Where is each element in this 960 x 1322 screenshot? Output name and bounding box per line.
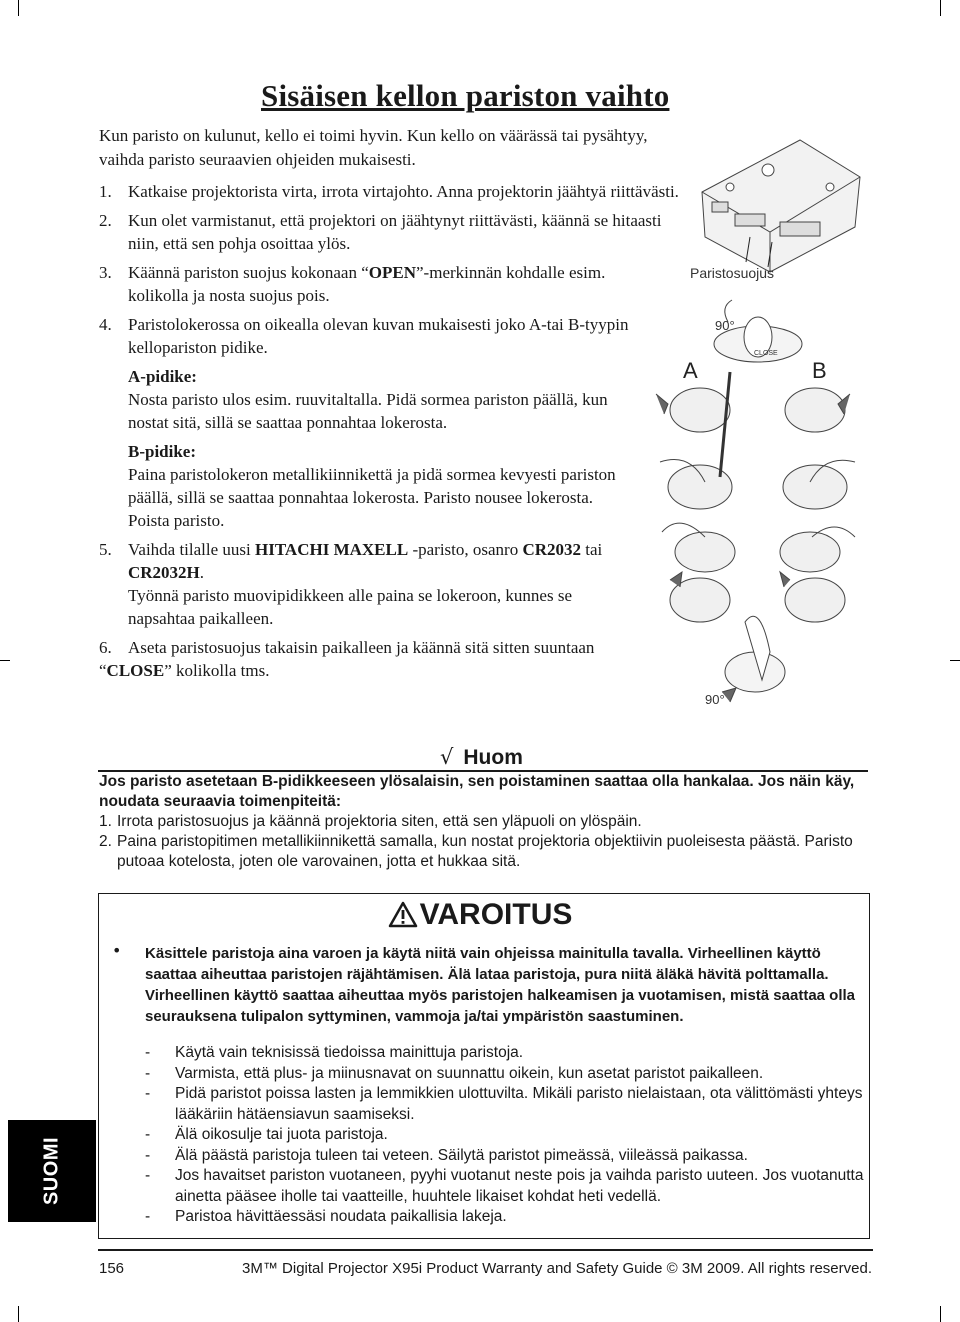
crop-mark (940, 0, 941, 16)
part-number: CR2032 (522, 540, 582, 559)
note-item-number: 2. (99, 833, 112, 850)
dash-marker: - (145, 1208, 151, 1225)
dash-marker: - (145, 1126, 151, 1143)
holder-b-steps (780, 388, 855, 622)
holder-a-heading: A-pidike: (128, 367, 197, 386)
step-5 (99, 538, 638, 630)
warning-item-text: Paristoa hävittäessäsi noudata paikallisia lakeja. (175, 1208, 507, 1225)
step-text: tai (581, 540, 603, 559)
step-text: . (199, 563, 205, 582)
step-number: 6. (99, 638, 112, 657)
open-marker: OPEN (368, 263, 417, 282)
page-title: Sisäisen kellon pariston vaihto (261, 78, 670, 113)
warning-item-text: Käytä vain teknisissä tiedoissa mainittuja paristoja. (175, 1044, 524, 1061)
step-text: Paristolokerossa on oikealla olevan kuvan mukaisesti joko A-tai B-tyypin kellopariston pidike. (128, 315, 629, 357)
warning-triangle-icon (388, 901, 418, 928)
note-item (99, 832, 869, 872)
crop-mark (0, 660, 10, 661)
warning-item-text: Älä päästä paristoja tuleen tai veteen. Säilytä paristot pimeässä, viileässä paikassa. (175, 1146, 748, 1164)
language-tab-label: SUOMI (40, 1136, 63, 1206)
note-title: Huom (463, 746, 523, 769)
check-icon: √ (440, 745, 454, 769)
crop-mark (950, 660, 960, 661)
step-3 (99, 261, 648, 307)
close-marker: CLOSE (106, 661, 165, 680)
warning-item-text: Jos havaitset pariston vuotaneen, pyyhi vuotanut neste pois ja vaihda paristo uuteen. Jos vuotanutta ainetta pääsee iholle tai vaatteille, huuhtele likaiset kohdat heti vedellä. (175, 1167, 864, 1205)
holder-a-text: Nosta paristo ulos esim. ruuvitaltalla. Pidä sormea pariston päällä, kun nostat sitä, sillä se saattaa ponnahtaa lokerosta. (128, 390, 608, 432)
note-item (99, 812, 869, 832)
warning-item-text: Varmista, että plus- ja miinusnavat on suunnattu oikein, kun asetat paristot paikalleen. (175, 1064, 764, 1082)
note-lead: Jos paristo asetetaan B-pidikkeeseen ylösalaisin, sen poistaminen saattaa olla hankalaa. Jos näin käy, noudata seuraavia toimenpiteitä: (99, 773, 855, 810)
battery-replacement-illustration (650, 132, 865, 712)
step-text: Katkaise projektorista virta, irrota virtajohto. Anna projektorin jäähtyä riittävästi. (128, 182, 679, 201)
step-text: Työnnä paristo muovipidikkeen alle paina se lokeroon, kunnes se napsahtaa paikalleen. (128, 586, 573, 628)
close-label: CLOSE (754, 350, 778, 357)
battery-cover-label: Paristosuojus (690, 265, 775, 281)
footer-divider (98, 1249, 873, 1251)
bullet-icon: • (112, 941, 122, 960)
angle-label: 90° (715, 318, 735, 333)
warning-item (145, 1084, 865, 1125)
angle-label: 90° (705, 692, 725, 707)
warning-lead: Käsittele paristoja aina varoen ja käytä niitä vain ohjeissa mainitulla tavalla. Virheellinen käyttö saattaa aiheuttaa paristojen räjähtämisen. Älä lataa paristoja, pura niitä äläkä hävitä polttamalla. Virheellinen käyttö saattaa aiheuttaa myös paristojen halkeamisen ja vuotamisen, mistä saattaa olla seurauksena tulipalon syttyminen, vammoja ja/tai ympäristön saastuminen. (145, 945, 856, 1025)
step-text: Aseta paristosuojus takaisin paikalleen ja käännä sitä sitten suuntaan “ (99, 638, 595, 680)
warning-item (145, 1207, 865, 1228)
holder-b-text: Paina paristolokeron metallikiinnikettä ja pidä sormea kevyesti pariston päällä, sillä se saattaa ponnahtaa lokerosta. Paristo nousee lokerosta. Poista paristo. (128, 465, 616, 530)
note-item-number: 1. (99, 813, 112, 830)
warning-item (145, 1043, 865, 1064)
step-text: Käännä pariston suojus kokonaan “ (128, 263, 369, 282)
step-4 (99, 313, 638, 532)
footer-text: 3M™ Digital Projector X95i Product Warranty and Safety Guide © 3M 2009. All rights reserved. (242, 1260, 872, 1277)
cover-close-drawing (722, 616, 785, 702)
step-number: 2. (99, 211, 112, 230)
step-2 (99, 209, 688, 255)
warning-title-text: VAROITUS (419, 898, 573, 931)
holder-b-label: B (812, 358, 827, 383)
step-number: 5. (99, 540, 112, 559)
warning-item-text: Älä oikosulje tai juota paristoja. (175, 1126, 388, 1143)
crop-mark (940, 1306, 941, 1322)
step-number: 3. (99, 263, 112, 282)
note-heading (440, 745, 523, 770)
warning-item-text: Pidä paristot poissa lasten ja lemmikkien ulottuvilta. Mikäli paristo nielaistaan, ota välittömästi yhteys lääkäriin hätäensiavun saamiseksi. (175, 1085, 863, 1123)
step-number: 1. (99, 182, 112, 201)
step-number: 4. (99, 315, 112, 334)
dash-marker: - (145, 1146, 151, 1164)
step-text: Vaihda tilalle uusi (128, 540, 256, 559)
step-text: -paristo, osanro (408, 540, 523, 559)
language-tab (8, 1120, 96, 1222)
holder-b-heading: B-pidike: (128, 442, 197, 461)
warning-item (145, 1064, 865, 1085)
dash-marker: - (145, 1064, 151, 1082)
step-list (99, 180, 689, 688)
page-number: 156 (99, 1260, 125, 1277)
crop-mark (18, 0, 19, 16)
note-item-text: Paina paristopitimen metallikiinnikettä samalla, kun nostat projektoria objektiivin puoleisesta päästä. Paristo putoaa kotelosta, joten ole varovainen, jotta et hukkaa sitä. (117, 833, 853, 870)
dash-marker: - (145, 1085, 151, 1102)
step-text: ”-merkinnän kohdalle esim. kolikolla ja nosta suojus pois. (128, 263, 606, 305)
holder-a-steps (656, 372, 735, 622)
warning-title (0, 898, 960, 932)
note-body (99, 772, 869, 872)
intro-paragraph: Kun paristo on kulunut, kello ei toimi hyvin. Kun kello on väärässä tai pysähtyy, vaihda paristo seuraavien ohjeiden mukaisesti. (99, 126, 648, 169)
warning-item (145, 1146, 865, 1167)
holder-a-label: A (683, 358, 698, 383)
step-1 (99, 180, 689, 203)
step-6 (99, 636, 599, 682)
warning-list (145, 1043, 865, 1228)
step-text: Kun olet varmistanut, että projektori on jäähtynyt riittävästi, käännä se hitaasti niin, että sen pohja osoittaa ylös. (128, 211, 662, 253)
warning-item (145, 1125, 865, 1146)
warning-item (145, 1166, 865, 1207)
part-number: CR2032H (128, 563, 200, 582)
crop-mark (18, 1306, 19, 1322)
dash-marker: - (145, 1044, 151, 1061)
note-item-text: Irrota paristosuojus ja käännä projektoria siten, että sen yläpuoli on ylöspäin. (117, 813, 642, 830)
projector-bottom-drawing (702, 140, 860, 272)
step-text: ” kolikolla tms. (164, 661, 270, 680)
brand-name: HITACHI MAXELL (255, 540, 409, 559)
dash-marker: - (145, 1167, 151, 1184)
